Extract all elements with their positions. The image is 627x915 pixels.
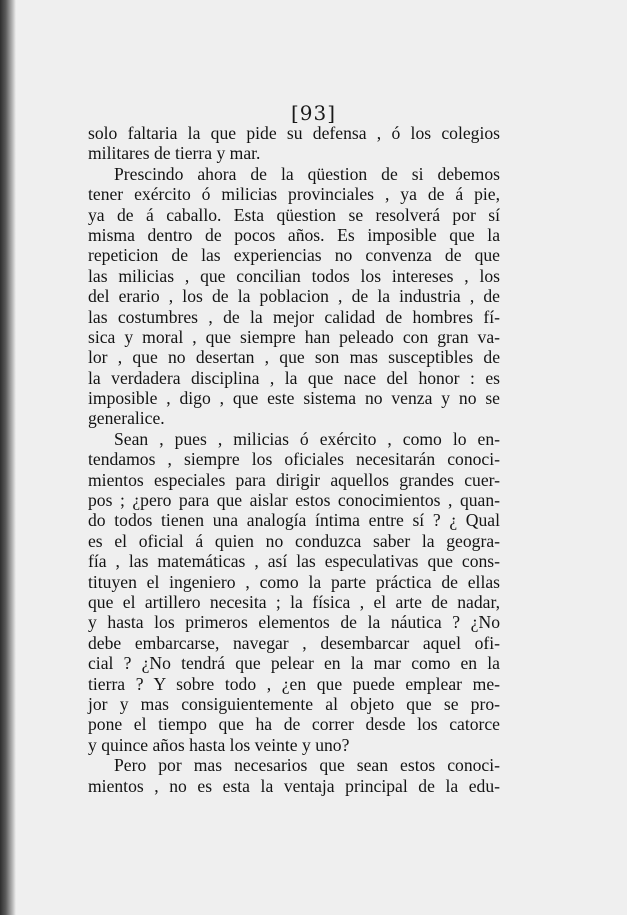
text-line: Pero por mas necesarios que sean estos conoci-: [114, 755, 500, 776]
text-line: que el artillero necesita ; la física , el arte de nadar,: [88, 591, 500, 612]
text-line: y quince años hasta los veinte y uno?: [88, 734, 350, 755]
text-line: do todos tienen una analogía íntima entre sí ? ¿ Qual: [88, 510, 500, 531]
text-line: sica y moral , que siempre han peleado con gran va-: [88, 326, 500, 347]
text-line: pos ; ¿pero para que aislar estos conocimientos , quan-: [88, 490, 500, 511]
text-line: solo faltaria la que pide su defensa , ó los colegios: [88, 123, 500, 143]
text-line: militares de tierra y mar.: [88, 143, 261, 164]
text-line: y hasta los primeros elementos de la náutica ? ¿No: [88, 612, 500, 633]
text-line: tierra ? Y sobre todo , ¿en que puede emplear me-: [88, 673, 500, 694]
text-line: mientos especiales para dirigir aquellos grandes cuer-: [88, 469, 500, 490]
text-line: fía , las matemáticas , así las especulativas que cons-: [88, 551, 500, 572]
text-line: imposible , digo , que este sistema no venza y no se: [88, 388, 500, 409]
text-line: del erario , los de la poblacion , de la industria , de: [88, 286, 500, 307]
text-line: jor y mas consiguientemente al objeto que se pro-: [88, 693, 500, 714]
text-line: debe embarcarse, navegar , desembarcar aquel ofi-: [88, 632, 500, 653]
text-line: cial ? ¿No tendrá que pelear en la mar como en la: [88, 653, 500, 674]
text-line: ya de á caballo. Esta qüestion se resolverá por sí: [88, 204, 500, 225]
text-line: es el oficial á quien no conduzca saber la geogra-: [88, 530, 500, 551]
text-line: las milicias , que concilian todos los intereses , los: [88, 265, 500, 286]
text-line: tituyen el ingeniero , como la parte práctica de ellas: [88, 571, 500, 592]
text-line: tendamos , siempre los oficiales necesitarán conoci-: [88, 449, 500, 470]
body-text: [88, 123, 500, 796]
text-line: pone el tiempo que ha de correr desde los catorce: [88, 714, 500, 735]
text-line: Prescindo ahora de la qüestion de si debemos: [114, 163, 500, 184]
text-line: las costumbres , de la mejor calidad de hombres fí-: [88, 306, 500, 327]
text-line: mientos , no es esta la ventaja principal de la edu-: [88, 775, 500, 796]
text-line: Sean , pues , milicias ó exército , como lo en-: [114, 428, 500, 449]
text-line: lor , que no desertan , que son mas susceptibles de: [88, 347, 500, 368]
binding-gutter-shadow: [0, 0, 16, 915]
text-line: repeticion de las experiencias no convenza de que: [88, 245, 500, 266]
text-line: generalice.: [88, 408, 165, 429]
page-number: [93]: [290, 101, 337, 125]
text-line: misma dentro de pocos años. Es imposible que la: [88, 224, 500, 245]
text-line: tener exército ó milicias provinciales , ya de á pie,: [88, 184, 500, 205]
text-line: la verdadera disciplina , la que nace del honor : es: [88, 367, 500, 388]
